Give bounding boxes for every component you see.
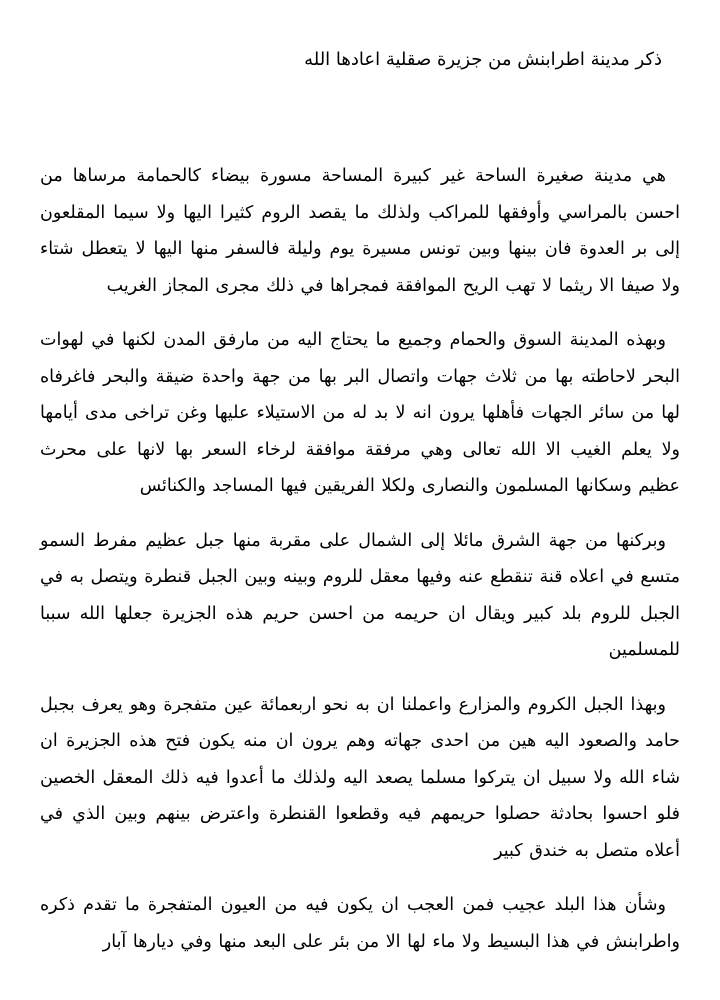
paragraph-3: وبركنها من جهة الشرق مائلا إلى الشمال على مقربة منها جبل عظيم مفرط السمو متسع في اعلاه قنة تنقطع عنه وفيها معقل للروم وبينه وبين الجبل قنطرة ويتصل به في الجبل للروم بلد كبير ويقال ان حريمه من احسن حريم هذه الجزيرة جعلها الله سببا للمسلمين — [40, 530, 680, 660]
document-body — [40, 158, 680, 960]
paragraph-1: هي مدينة صغيرة الساحة غير كبيرة المساحة مسورة بيضاء كالحمامة مرساها من احسن بالمراسي وأوفقها للمراكب ولذلك ما يقصد الروم كثيرا اليها ولا سيما المقلعون إلى بر العدوة فان بينها وبين تونس مسيرة يوم وليلة فالسفر منها اليها لا يتعطل شتاء ولا صيفا الا ريثما لا تهب الريح الموافقة فمجراها في ذلك مجرى المجاز الغريب — [40, 166, 680, 296]
paragraph-2: وبهذه المدينة السوق والحمام وجميع ما يحتاج اليه من مارفق المدن لكنها في لهوات البحر لاحاطته بها من ثلاث جهات واتصال البر بها من جهة واحدة ضيقة والبحر فاغرفاه لها من سائر الجهات فأهلها يرون انه لا بد له من الاستيلاء عليها وغن تراخى مدى أيامها ولا يعلم الغيب الا الله تعالى وهي مرفقة موافقة لرخاء السعر بها لانها على محرث عظيم وسكانها المسلمون والنصارى ولكلا الفريقين فيها المساجد والكنائس — [40, 330, 680, 496]
document-title: ذكر مدينة اطرابنش من جزيرة صقلية اعادها الله — [304, 49, 662, 70]
paragraph-5: وشأن هذا البلد عجيب فمن العجب ان يكون فيه من العيون المتفجرة ما تقدم ذكره واطرابنش في هذا البسيط ولا ماء لها الا من بئر على البعد منها وفي ديارها آبار — [40, 895, 680, 952]
paragraph-4: وبهذا الجبل الكروم والمزارع واعملنا ان به نحو اربعمائة عين متفجرة وهو يعرف بجبل حامد والصعود اليه هين من احدى جهاته وهم يرون ان منه يكون فتح هذه الجزيرة ان شاء الله ولا سبيل ان يتركوا مسلما يصعد اليه ولذلك ما أعدوا فيه ذلك المعقل الخصين فلو احسوا بحادثة حصلوا حريمهم فيه وقطعوا القنطرة واعترض بينهم وبين الذي في أعلاه متصل به خندق كبير — [40, 694, 680, 861]
